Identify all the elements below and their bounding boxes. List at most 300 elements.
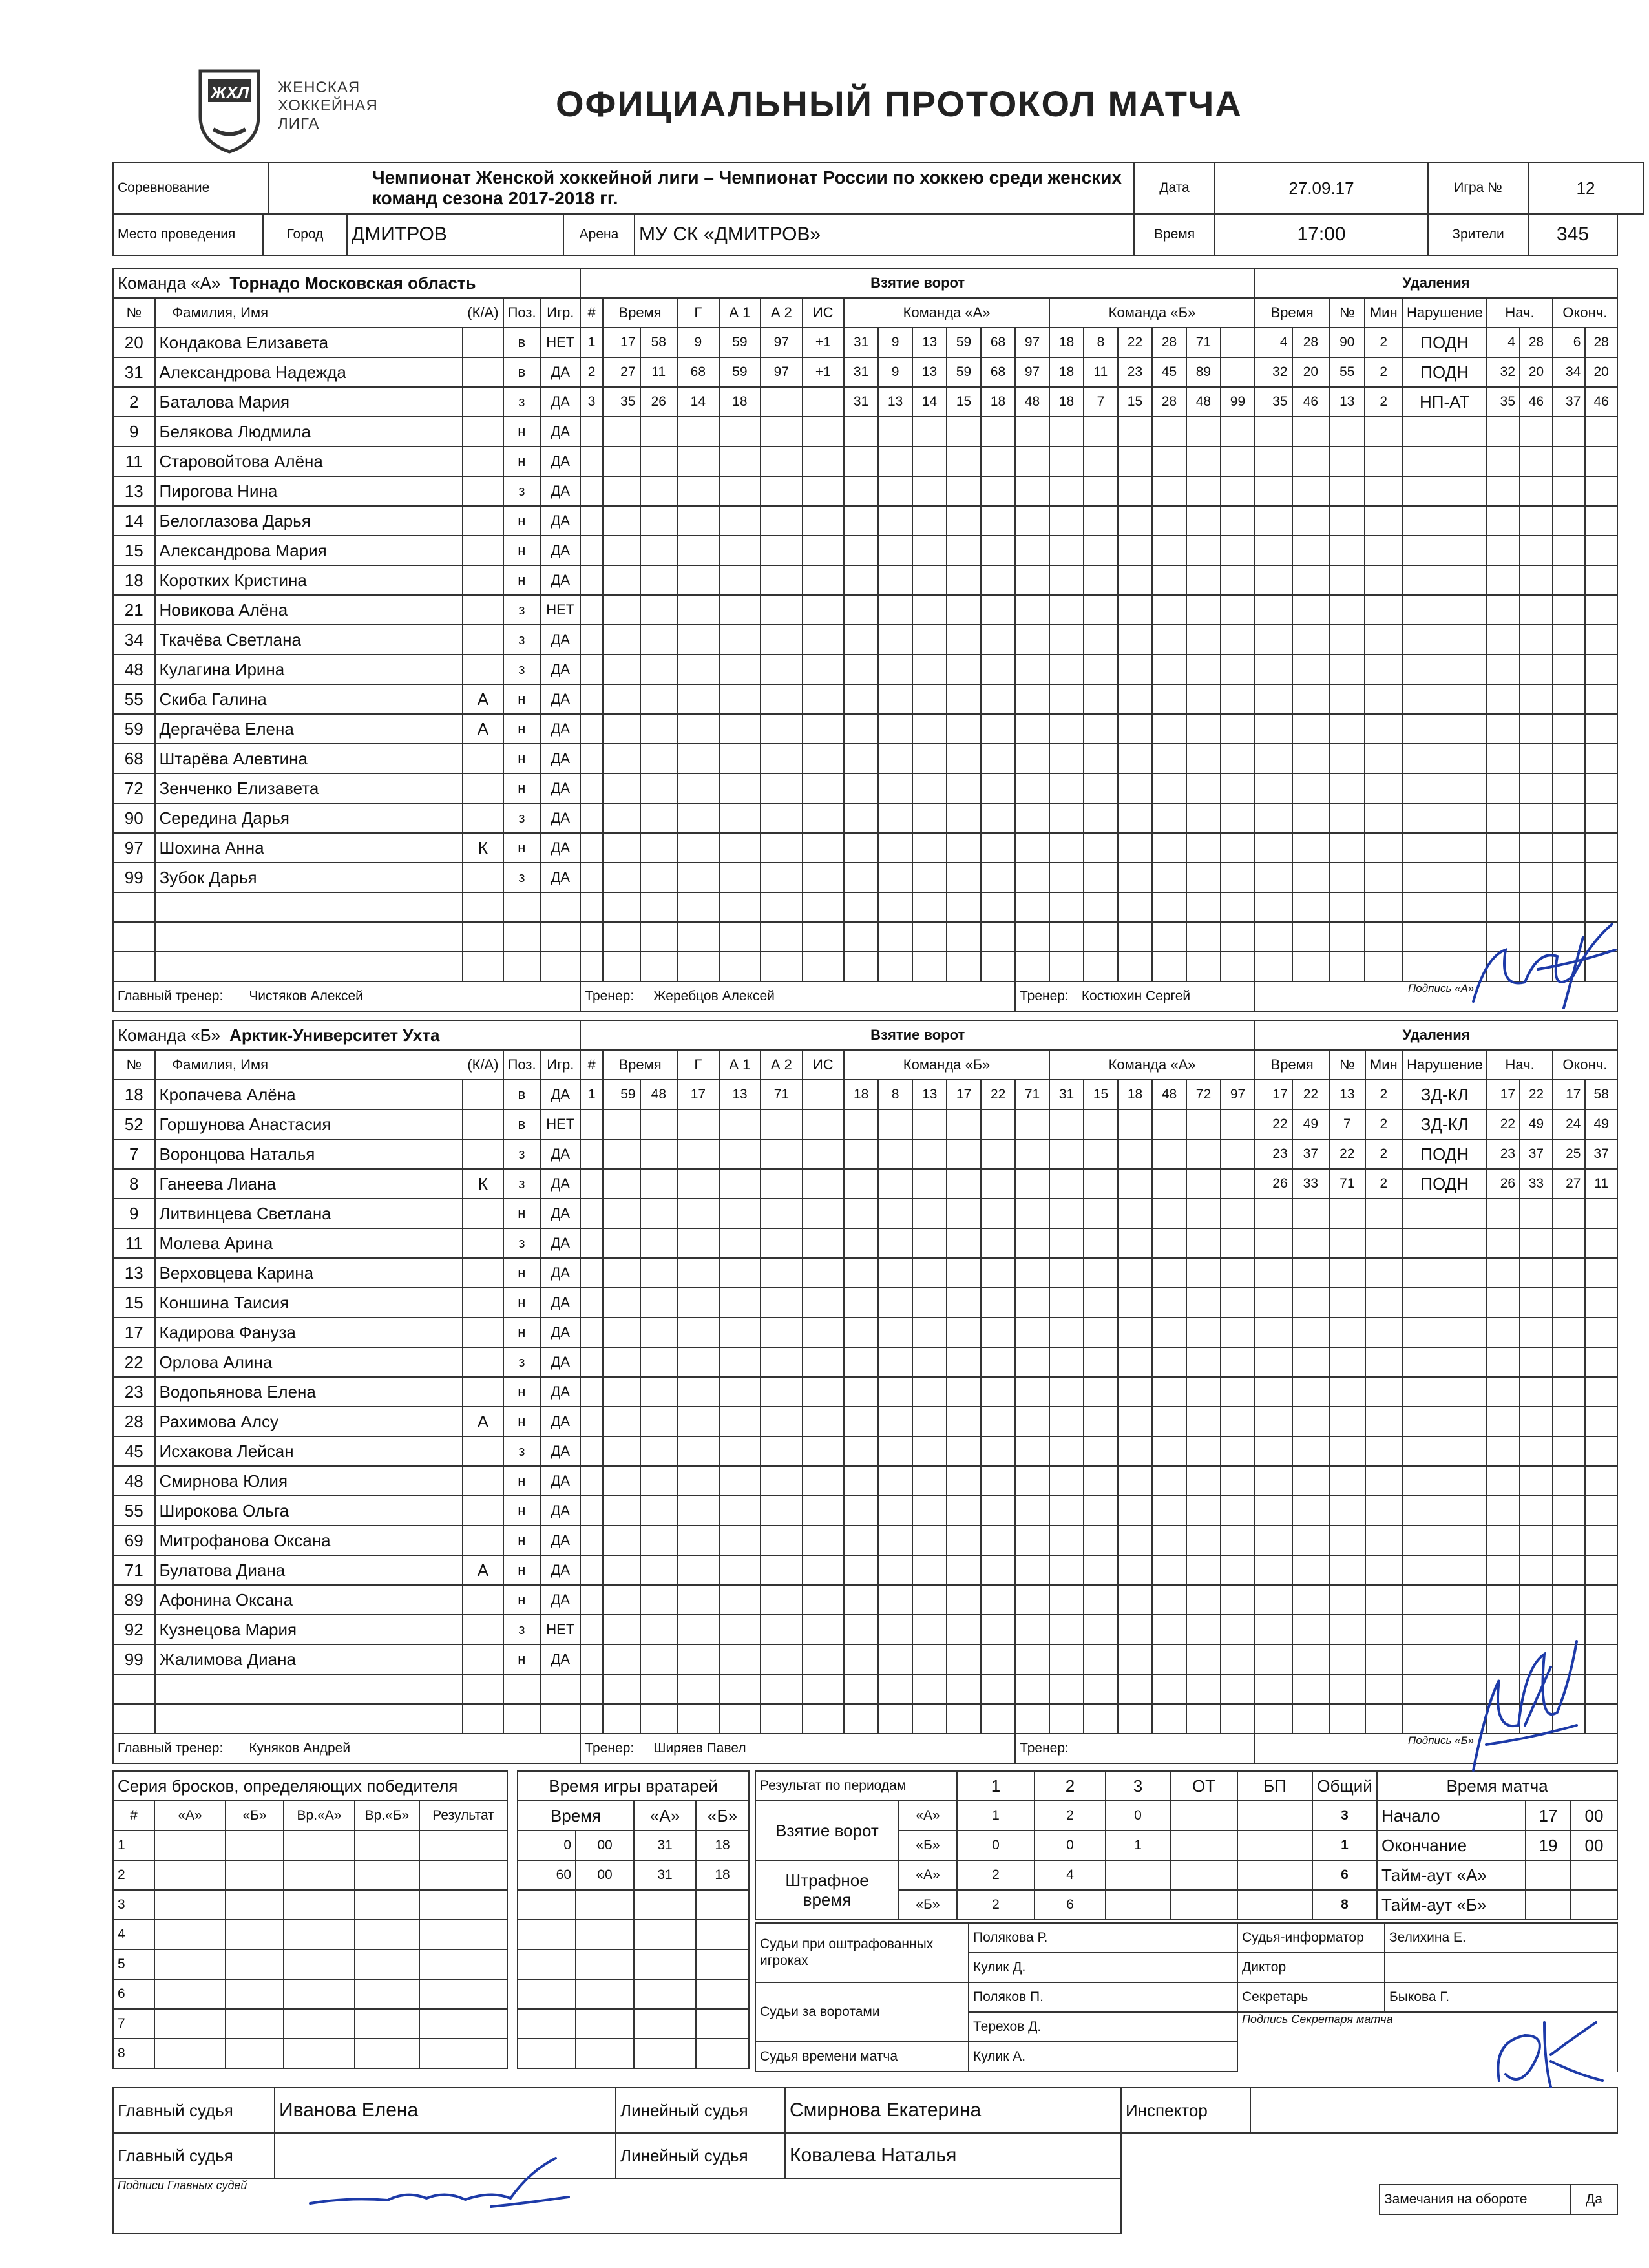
on-ice-own: [912, 506, 947, 536]
pen-player: 90: [1329, 328, 1365, 357]
pen-start-sec: [1520, 1704, 1553, 1734]
pen-end-min: [1553, 1496, 1586, 1526]
on-ice-own: [981, 1496, 1015, 1526]
on-ice-opp: [1152, 1169, 1186, 1199]
goal-number: [580, 863, 603, 892]
goal-min: [603, 922, 640, 952]
on-ice-own: [844, 1377, 878, 1407]
pen-end-min: [1553, 1615, 1586, 1644]
player-role: [463, 1615, 503, 1644]
on-ice-opp: [1049, 684, 1084, 714]
goal-min: [603, 744, 640, 773]
on-ice-opp: [1084, 1555, 1118, 1585]
on-ice-own: [844, 892, 878, 922]
goal-assist1: [719, 655, 761, 684]
remarks-table: [1379, 2184, 1618, 2215]
on-ice-own: [981, 863, 1015, 892]
on-ice-opp: [1118, 1436, 1152, 1466]
on-ice-own: [981, 655, 1015, 684]
on-ice-own: [912, 476, 947, 506]
on-ice-own: [912, 714, 947, 744]
on-ice-own: [947, 536, 981, 565]
on-ice-opp: [1049, 1466, 1084, 1496]
on-ice-opp: [1221, 536, 1255, 565]
on-ice-own: [947, 773, 981, 803]
on-ice-own: [1015, 1258, 1049, 1288]
on-ice-own: [878, 1466, 912, 1496]
on-ice-own: [1015, 1288, 1049, 1318]
shootout-cell: [154, 2009, 226, 2039]
pen-end-sec: 49: [1585, 1109, 1617, 1139]
pen-start-min: [1487, 1555, 1520, 1585]
league-line: ЛИГА: [278, 115, 320, 132]
pen-min: [1255, 1466, 1292, 1496]
on-ice-own: [912, 446, 947, 476]
on-ice-opp: [1152, 714, 1186, 744]
pen-start-sec: [1520, 1436, 1553, 1466]
timeout-a-value: [1571, 1860, 1617, 1890]
pen-end-min: [1553, 1258, 1586, 1288]
goal-min: [603, 1288, 640, 1318]
player-row: [113, 773, 1617, 803]
on-ice-own: [844, 1347, 878, 1377]
on-ice-own: [912, 1496, 947, 1526]
on-ice-opp: [1221, 1644, 1255, 1674]
goal-sec: [640, 1139, 678, 1169]
col-situation: ИС: [803, 298, 845, 328]
pen-end-sec: [1585, 1674, 1617, 1704]
pen-infraction: [1402, 1199, 1487, 1228]
on-ice-own: [912, 655, 947, 684]
player-row: [113, 1407, 1617, 1436]
goal-number: [580, 536, 603, 565]
goal-assist2: [761, 506, 803, 536]
on-ice-opp: [1186, 446, 1221, 476]
goal-scorer: 68: [677, 357, 719, 387]
timekeeper-value: Кулик А.: [969, 2042, 1237, 2072]
goal-scorer: [677, 1377, 719, 1407]
on-ice-own: [878, 1674, 912, 1704]
pen-min: [1255, 863, 1292, 892]
period-value: [1170, 1831, 1237, 1860]
pen-start-min: [1487, 1407, 1520, 1436]
on-ice-own: 71: [1015, 1080, 1049, 1109]
pen-start-sec: [1520, 1288, 1553, 1318]
player-played: ДА: [540, 1436, 580, 1466]
pen-minutes: [1365, 476, 1402, 506]
goal-situation: [803, 1318, 845, 1347]
match-time-title: Время матча: [1377, 1771, 1617, 1801]
on-ice-own: [912, 1109, 947, 1139]
shootout-col: #: [113, 1801, 154, 1831]
player-number: 48: [113, 655, 155, 684]
on-ice-opp: 15: [1118, 387, 1152, 417]
on-ice-own: [1015, 1109, 1049, 1139]
goals-title: Взятие ворот: [580, 1020, 1255, 1050]
goal-situation: [803, 1377, 845, 1407]
on-ice-own: [878, 863, 912, 892]
player-row: [113, 833, 1617, 863]
pen-start-min: [1487, 1228, 1520, 1258]
pen-end-sec: [1585, 714, 1617, 744]
goal-min: [603, 1466, 640, 1496]
shootout-cell: [154, 1890, 226, 1920]
on-ice-opp: [1049, 1674, 1084, 1704]
goal-assist2: [761, 1644, 803, 1674]
on-ice-own: 9: [878, 357, 912, 387]
on-ice-own: [1015, 773, 1049, 803]
player-position: н: [503, 565, 541, 595]
player-position: н: [503, 1258, 541, 1288]
pen-end-min: [1553, 1407, 1586, 1436]
pen-start-min: [1487, 1526, 1520, 1555]
shootout-col: «Б»: [226, 1801, 284, 1831]
player-position: н: [503, 833, 541, 863]
empty-cell: [540, 892, 580, 922]
goal-min: 59: [603, 1080, 640, 1109]
player-played: ДА: [540, 1169, 580, 1199]
goal-situation: [803, 1080, 845, 1109]
goal-scorer: [677, 833, 719, 863]
time-value: 17:00: [1215, 214, 1428, 255]
shootout-cell: [284, 1860, 355, 1890]
on-ice-opp: [1118, 1318, 1152, 1347]
goalie-min: [518, 1949, 576, 1979]
goalie-min: [518, 2009, 576, 2039]
player-name: Жалимова Диана: [155, 1644, 463, 1674]
goal-min: [603, 1139, 640, 1169]
pen-infraction: [1402, 1555, 1487, 1585]
pen-start-sec: [1520, 446, 1553, 476]
goal-min: [603, 892, 640, 922]
on-ice-opp: [1118, 1258, 1152, 1288]
start-hour: 17: [1526, 1801, 1571, 1831]
on-ice-opp: [1221, 1169, 1255, 1199]
on-ice-opp: 23: [1118, 357, 1152, 387]
player-played: ДА: [540, 565, 580, 595]
pen-end-sec: [1585, 922, 1617, 952]
pen-sec: [1292, 803, 1330, 833]
player-row: [113, 1199, 1617, 1228]
empty-cell: [463, 922, 503, 952]
on-ice-own: [844, 625, 878, 655]
goal-scorer: [677, 1644, 719, 1674]
on-ice-own: [912, 1555, 947, 1585]
empty-cell: [540, 922, 580, 952]
shootout-cell: [419, 2009, 507, 2039]
on-ice-opp: [1152, 773, 1186, 803]
on-ice-own: [947, 1258, 981, 1288]
goal-scorer: [677, 684, 719, 714]
goal-situation: [803, 565, 845, 595]
on-ice-own: [912, 1407, 947, 1436]
pen-infraction: [1402, 922, 1487, 952]
on-ice-own: [844, 536, 878, 565]
on-ice-own: [878, 744, 912, 773]
goalie-b: [696, 1920, 749, 1949]
goal-assist1: [719, 1615, 761, 1644]
on-ice-opp: [1118, 892, 1152, 922]
player-row: [113, 922, 1617, 952]
player-position: з: [503, 1436, 541, 1466]
pen-start-min: [1487, 714, 1520, 744]
goal-assist1: 59: [719, 328, 761, 357]
on-ice-own: [844, 417, 878, 446]
on-ice-own: [981, 446, 1015, 476]
pen-start-min: [1487, 476, 1520, 506]
on-ice-own: [947, 595, 981, 625]
pen-sec: [1292, 922, 1330, 952]
pen-player: [1329, 1496, 1365, 1526]
on-ice-opp: [1186, 476, 1221, 506]
col-pen-time: Время: [1255, 1050, 1329, 1080]
pen-infraction: [1402, 506, 1487, 536]
col-pen-min: Мин: [1365, 1050, 1403, 1080]
pen-end-sec: [1585, 773, 1617, 803]
on-ice-opp: [1152, 446, 1186, 476]
on-ice-own: [844, 684, 878, 714]
on-ice-own: [1015, 476, 1049, 506]
pen-start-sec: [1520, 1644, 1553, 1674]
goalie-row: [518, 2039, 749, 2068]
player-row: [113, 1169, 1617, 1199]
end-hour: 19: [1526, 1831, 1571, 1860]
goal-assist2: [761, 417, 803, 446]
pen-end-min: 25: [1553, 1139, 1586, 1169]
pen-start-min: 26: [1487, 1169, 1520, 1199]
pen-end-min: [1553, 1436, 1586, 1466]
team-label: [113, 268, 580, 298]
shootout-cell: [419, 1831, 507, 1860]
linesman-value: Ковалева Наталья: [785, 2133, 1121, 2178]
goal-assist1: [719, 446, 761, 476]
player-played: НЕТ: [540, 595, 580, 625]
player-role: [463, 1496, 503, 1526]
goal-number: [580, 446, 603, 476]
pen-player: [1329, 1228, 1365, 1258]
player-row: [113, 1644, 1617, 1674]
on-ice-opp: [1084, 863, 1118, 892]
pen-min: [1255, 714, 1292, 744]
secretary-value: Быкова Г.: [1385, 1982, 1617, 2012]
on-ice-own: 13: [912, 357, 947, 387]
on-ice-opp: [1084, 1228, 1118, 1258]
coach-label: Тренер:: [585, 1741, 635, 1756]
announcer-label: Диктор: [1237, 1953, 1385, 1982]
player-number: 99: [113, 1644, 155, 1674]
on-ice-own: [912, 863, 947, 892]
goal-sec: [640, 744, 678, 773]
timeout-b-value: [1571, 1890, 1617, 1920]
shootout-num: 5: [113, 1949, 154, 1979]
goal-min: [603, 417, 640, 446]
pen-start-sec: [1520, 833, 1553, 863]
player-number: 14: [113, 506, 155, 536]
on-ice-own: [878, 506, 912, 536]
goalies-col-time: Время: [518, 1801, 634, 1831]
goal-assist2: [761, 922, 803, 952]
pen-end-min: [1553, 892, 1586, 922]
pen-sec: [1292, 1407, 1330, 1436]
goal-assist1: [719, 565, 761, 595]
pen-start-sec: 49: [1520, 1109, 1553, 1139]
goal-assist2: [761, 863, 803, 892]
pen-end-min: [1553, 1228, 1586, 1258]
pen-end-sec: [1585, 1377, 1617, 1407]
pen-infraction: [1402, 952, 1487, 982]
on-ice-own: [947, 744, 981, 773]
goal-situation: [803, 714, 845, 744]
on-ice-opp: [1152, 1139, 1186, 1169]
pen-end-min: [1553, 744, 1586, 773]
pen-start-sec: 46: [1520, 387, 1553, 417]
goal-min: [603, 1436, 640, 1466]
goalie-a: [634, 1979, 696, 2009]
on-ice-own: [981, 1615, 1015, 1644]
head-coach-cell: [113, 982, 580, 1011]
player-role: [463, 863, 503, 892]
pen-player: 71: [1329, 1169, 1365, 1199]
goal-assist1: [719, 1318, 761, 1347]
player-number: 71: [113, 1555, 155, 1585]
on-ice-opp: [1084, 1615, 1118, 1644]
on-ice-own: [1015, 833, 1049, 863]
on-ice-own: [981, 833, 1015, 863]
on-ice-opp: [1221, 506, 1255, 536]
team-name: Арктик-Университет Ухта: [229, 1025, 440, 1045]
goal-scorer: [677, 1347, 719, 1377]
empty-cell: [463, 1674, 503, 1704]
pen-minutes: [1365, 1704, 1403, 1734]
pen-infraction: [1402, 1228, 1487, 1258]
player-role: [463, 446, 503, 476]
on-ice-own: [1015, 744, 1049, 773]
on-ice-opp: [1186, 1109, 1221, 1139]
player-number: 48: [113, 1466, 155, 1496]
on-ice-opp: [1221, 1288, 1255, 1318]
goal-scorer: [677, 417, 719, 446]
on-ice-opp: [1186, 1407, 1221, 1436]
goal-assist1: [719, 1644, 761, 1674]
col-on-ice-own: Команда «А»: [844, 298, 1049, 328]
on-ice-opp: [1186, 595, 1221, 625]
pen-end-min: [1553, 625, 1586, 655]
goal-scorer: [677, 773, 719, 803]
player-role: [463, 1288, 503, 1318]
pen-minutes: [1365, 536, 1402, 565]
on-ice-own: [947, 952, 981, 982]
goal-situation: [803, 1466, 845, 1496]
goal-number: [580, 1526, 603, 1555]
pen-player: [1329, 1288, 1365, 1318]
on-ice-own: [981, 1109, 1015, 1139]
on-ice-opp: [1221, 892, 1255, 922]
player-position: н: [503, 1407, 541, 1436]
goal-sec: [640, 1555, 678, 1585]
on-ice-opp: [1221, 1228, 1255, 1258]
player-position: н: [503, 1526, 541, 1555]
pen-infraction: [1402, 1347, 1487, 1377]
penalties-title: Удаления: [1255, 1020, 1617, 1050]
on-ice-opp: 15: [1084, 1080, 1118, 1109]
pen-min: 35: [1255, 387, 1292, 417]
on-ice-own: [844, 773, 878, 803]
goal-assist2: [761, 952, 803, 982]
pen-player: [1329, 773, 1365, 803]
goal-assist2: [761, 1615, 803, 1644]
goal-situation: [803, 684, 845, 714]
goal-scorer: [677, 1228, 719, 1258]
pen-end-sec: [1585, 1585, 1617, 1615]
goal-scorer: [677, 1288, 719, 1318]
on-ice-opp: [1186, 1555, 1221, 1585]
goal-assist1: [719, 922, 761, 952]
goalie-b: [696, 1890, 749, 1920]
arena-value: МУ СК «ДМИТРОВ»: [635, 214, 1134, 255]
player-name: Зубок Дарья: [155, 863, 463, 892]
goal-assist2: [761, 625, 803, 655]
player-position: н: [503, 536, 541, 565]
goal-situation: [803, 1555, 845, 1585]
goal-assist1: [719, 536, 761, 565]
period-value: [1170, 1860, 1237, 1890]
goal-assist1: [719, 1496, 761, 1526]
pen-start-min: [1487, 1466, 1520, 1496]
player-played: ДА: [540, 536, 580, 565]
on-ice-own: [947, 1139, 981, 1169]
player-row: [113, 387, 1617, 417]
goal-min: [603, 1228, 640, 1258]
on-ice-opp: [1186, 773, 1221, 803]
pen-infraction: [1402, 1585, 1487, 1615]
pen-minutes: 2: [1365, 1169, 1403, 1199]
on-ice-opp: [1221, 952, 1255, 982]
on-ice-own: [844, 1109, 878, 1139]
pen-start-min: [1487, 1674, 1520, 1704]
pen-infraction: [1402, 1466, 1487, 1496]
pen-infraction: [1402, 625, 1487, 655]
on-ice-opp: [1186, 803, 1221, 833]
on-ice-own: [1015, 684, 1049, 714]
player-number: 17: [113, 1318, 155, 1347]
empty-cell: [540, 952, 580, 982]
pen-infraction: [1402, 655, 1487, 684]
shootout-row: [113, 1890, 507, 1920]
pen-start-min: [1487, 446, 1520, 476]
player-position: н: [503, 506, 541, 536]
pen-start-min: [1487, 565, 1520, 595]
goal-assist1: [719, 1436, 761, 1466]
on-ice-opp: [1118, 922, 1152, 952]
pen-infraction: НП-АТ: [1402, 387, 1487, 417]
on-ice-opp: [1152, 536, 1186, 565]
on-ice-own: [878, 655, 912, 684]
period-value: [1106, 1860, 1170, 1890]
shootout-cell: [355, 1890, 419, 1920]
player-name: Середина Дарья: [155, 803, 463, 833]
pen-start-sec: [1520, 952, 1553, 982]
pen-minutes: [1365, 446, 1402, 476]
on-ice-opp: [1084, 1258, 1118, 1288]
competition-value: Чемпионат Женской хоккейной лиги – Чемпионат России по хоккею среди женских команд сезона 2017-2018 гг.: [268, 162, 1134, 214]
pen-minutes: [1365, 714, 1402, 744]
on-ice-opp: [1118, 744, 1152, 773]
player-role: [463, 476, 503, 506]
period-value: [1106, 1890, 1170, 1920]
on-ice-opp: [1118, 1347, 1152, 1377]
player-name: Афонина Оксана: [155, 1585, 463, 1615]
on-ice-own: [912, 922, 947, 952]
